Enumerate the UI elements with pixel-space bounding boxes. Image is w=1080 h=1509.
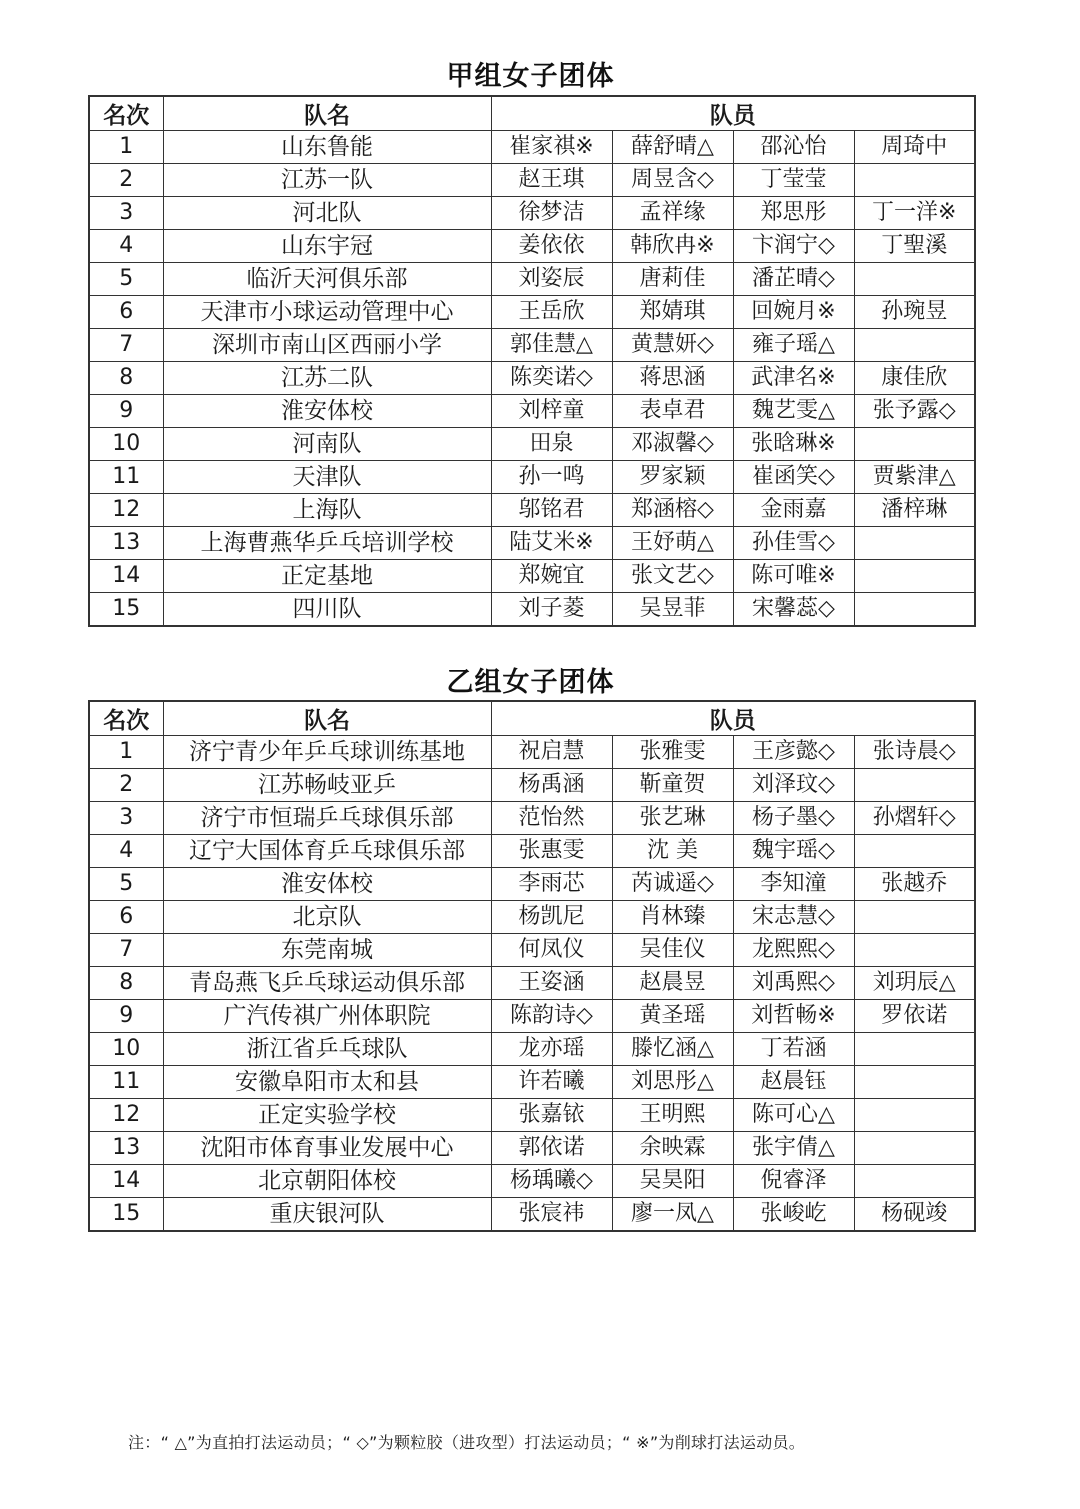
player-cell: 王明熙	[612, 1099, 733, 1132]
player-cell: 宋志慧◇	[733, 901, 854, 934]
player-cell: 杨砚竣	[854, 1198, 975, 1232]
player-cell: 罗家颖	[612, 461, 733, 494]
player-cell	[854, 560, 975, 593]
player-cell: 黄圣瑶	[612, 1000, 733, 1033]
rank-cell: 15	[89, 593, 163, 627]
player-cell: 孙佳雪◇	[733, 527, 854, 560]
rank-cell: 9	[89, 395, 163, 428]
table-row	[89, 1099, 975, 1132]
player-cell: 姜依依	[491, 230, 612, 263]
player-cell: 陈可心△	[733, 1099, 854, 1132]
player-cell: 金雨嘉	[733, 494, 854, 527]
player-cell: 张宇倩△	[733, 1132, 854, 1165]
player-cell: 吴昊阳	[612, 1165, 733, 1198]
player-cell: 孙熠轩◇	[854, 802, 975, 835]
player-cell: 滕忆涵△	[612, 1033, 733, 1066]
player-cell: 魏艺雯△	[733, 395, 854, 428]
team-name-cell: 河南队	[163, 428, 491, 461]
header-team: 队名	[163, 701, 491, 736]
rank-cell: 10	[89, 1033, 163, 1066]
player-cell: 丁一洋※	[854, 197, 975, 230]
player-cell: 张雅雯	[612, 736, 733, 769]
player-cell: 张峻屹	[733, 1198, 854, 1232]
rank-cell: 13	[89, 527, 163, 560]
table-row	[89, 1033, 975, 1066]
player-cell	[854, 1066, 975, 1099]
rank-cell: 6	[89, 901, 163, 934]
header-rank: 名次	[89, 701, 163, 736]
player-cell: 张诗晨◇	[854, 736, 975, 769]
player-cell	[854, 769, 975, 802]
player-cell: 陆艾米※	[491, 527, 612, 560]
player-cell: 武津名※	[733, 362, 854, 395]
player-cell: 张予露◇	[854, 395, 975, 428]
player-cell: 邵沁怡	[733, 131, 854, 164]
player-cell	[854, 835, 975, 868]
player-cell: 郑婉宜	[491, 560, 612, 593]
table-row	[89, 1066, 975, 1099]
table-row	[89, 736, 975, 769]
rank-cell: 14	[89, 1165, 163, 1198]
player-cell: 黄慧妍◇	[612, 329, 733, 362]
team-name-cell: 江苏二队	[163, 362, 491, 395]
player-cell: 杨瑀曦◇	[491, 1165, 612, 1198]
player-cell: 刘姿辰	[491, 263, 612, 296]
team-name-cell: 正定基地	[163, 560, 491, 593]
player-cell: 余映霖	[612, 1132, 733, 1165]
player-cell: 丁莹莹	[733, 164, 854, 197]
table-row	[89, 296, 975, 329]
player-cell: 张越乔	[854, 868, 975, 901]
rank-cell: 2	[89, 769, 163, 802]
table-row	[89, 593, 975, 627]
team-name-cell: 正定实验学校	[163, 1099, 491, 1132]
table-row	[89, 934, 975, 967]
team-name-cell: 浙江省乒乓球队	[163, 1033, 491, 1066]
player-cell: 杨子墨◇	[733, 802, 854, 835]
player-cell	[854, 329, 975, 362]
header-players: 队员	[491, 701, 975, 736]
team-name-cell: 东莞南城	[163, 934, 491, 967]
player-cell: 王岳欣	[491, 296, 612, 329]
player-cell: 周琦中	[854, 131, 975, 164]
player-cell: 回婉月※	[733, 296, 854, 329]
table-row	[89, 527, 975, 560]
player-cell	[854, 1033, 975, 1066]
player-cell: 廖一凤△	[612, 1198, 733, 1232]
table-row	[89, 131, 975, 164]
player-cell: 祝启慧	[491, 736, 612, 769]
rank-cell: 3	[89, 197, 163, 230]
table-row	[89, 263, 975, 296]
player-cell: 李知潼	[733, 868, 854, 901]
player-cell: 田泉	[491, 428, 612, 461]
table-body-group-a	[89, 131, 975, 627]
team-name-cell: 江苏一队	[163, 164, 491, 197]
team-name-cell: 北京朝阳体校	[163, 1165, 491, 1198]
rank-cell: 4	[89, 230, 163, 263]
player-cell	[854, 164, 975, 197]
player-cell: 孙琬昱	[854, 296, 975, 329]
player-cell: 崔函笑◇	[733, 461, 854, 494]
player-cell: 陈可唯※	[733, 560, 854, 593]
footnote-legend: 注：“ △”为直拍打法运动员；“ ◇”为颗粒胶（进攻型）打法运动员；“ ※”为削球打法运动员。	[128, 1433, 806, 1452]
player-cell: 李雨芯	[491, 868, 612, 901]
rank-cell: 7	[89, 934, 163, 967]
table-row	[89, 329, 975, 362]
table-row	[89, 428, 975, 461]
team-name-cell: 四川队	[163, 593, 491, 627]
table-row	[89, 197, 975, 230]
table-row	[89, 461, 975, 494]
table-row	[89, 560, 975, 593]
team-name-cell: 天津市小球运动管理中心	[163, 296, 491, 329]
player-cell	[854, 1165, 975, 1198]
header-players: 队员	[491, 96, 975, 131]
player-cell: 罗依诺	[854, 1000, 975, 1033]
team-name-cell: 青岛燕飞乒乓球运动俱乐部	[163, 967, 491, 1000]
rank-cell: 3	[89, 802, 163, 835]
player-cell: 许若曦	[491, 1066, 612, 1099]
team-name-cell: 安徽阜阳市太和县	[163, 1066, 491, 1099]
player-cell: 丁聖溪	[854, 230, 975, 263]
player-cell: 韩欣冉※	[612, 230, 733, 263]
player-cell: 沈 美	[612, 835, 733, 868]
player-cell: 张嘉铱	[491, 1099, 612, 1132]
player-cell: 靳童贺	[612, 769, 733, 802]
team-name-cell: 山东宇冠	[163, 230, 491, 263]
header-team: 队名	[163, 96, 491, 131]
team-name-cell: 河北队	[163, 197, 491, 230]
rank-cell: 11	[89, 461, 163, 494]
player-cell: 薛舒晴△	[612, 131, 733, 164]
player-cell: 倪睿泽	[733, 1165, 854, 1198]
team-name-cell: 上海队	[163, 494, 491, 527]
player-cell: 郭依诺	[491, 1132, 612, 1165]
player-cell: 邬铭君	[491, 494, 612, 527]
player-cell: 郑涵榕◇	[612, 494, 733, 527]
player-cell: 郭佳慧△	[491, 329, 612, 362]
team-name-cell: 广汽传祺广州体职院	[163, 1000, 491, 1033]
player-cell: 郑婧琪	[612, 296, 733, 329]
rank-cell: 1	[89, 131, 163, 164]
table-row	[89, 395, 975, 428]
table-row	[89, 362, 975, 395]
team-name-cell: 淮安体校	[163, 868, 491, 901]
table-row	[89, 230, 975, 263]
team-name-cell: 江苏畅岐亚乒	[163, 769, 491, 802]
header-rank: 名次	[89, 96, 163, 131]
player-cell: 陈韵诗◇	[491, 1000, 612, 1033]
rank-cell: 14	[89, 560, 163, 593]
rank-cell: 5	[89, 263, 163, 296]
roster-table-group-a	[88, 95, 976, 627]
player-cell: 康佳欣	[854, 362, 975, 395]
rank-cell: 5	[89, 868, 163, 901]
rank-cell: 8	[89, 362, 163, 395]
player-cell: 刘思彤△	[612, 1066, 733, 1099]
rank-cell: 12	[89, 494, 163, 527]
player-cell: 卞润宁◇	[733, 230, 854, 263]
player-cell: 杨凯尼	[491, 901, 612, 934]
player-cell: 刘子菱	[491, 593, 612, 627]
rank-cell: 15	[89, 1198, 163, 1232]
rank-cell: 13	[89, 1132, 163, 1165]
table-row	[89, 901, 975, 934]
table-row	[89, 967, 975, 1000]
player-cell: 范怡然	[491, 802, 612, 835]
player-cell: 吴昱菲	[612, 593, 733, 627]
player-cell: 邓淑馨◇	[612, 428, 733, 461]
table-row	[89, 802, 975, 835]
player-cell	[854, 1099, 975, 1132]
player-cell: 徐梦洁	[491, 197, 612, 230]
player-cell: 吴佳仪	[612, 934, 733, 967]
player-cell: 潘梓琳	[854, 494, 975, 527]
player-cell: 孟祥缘	[612, 197, 733, 230]
table-body-group-b	[89, 736, 975, 1232]
table-row	[89, 164, 975, 197]
player-cell: 魏宇瑶◇	[733, 835, 854, 868]
player-cell: 刘泽玟◇	[733, 769, 854, 802]
player-cell	[854, 527, 975, 560]
player-cell: 赵王琪	[491, 164, 612, 197]
rank-cell: 7	[89, 329, 163, 362]
team-name-cell: 临沂天河俱乐部	[163, 263, 491, 296]
section-title-group-b: 乙组女子团体	[446, 667, 615, 698]
player-cell: 杨禹涵	[491, 769, 612, 802]
player-cell: 王妤萌△	[612, 527, 733, 560]
rank-cell: 4	[89, 835, 163, 868]
player-cell: 赵晨钰	[733, 1066, 854, 1099]
rank-cell: 6	[89, 296, 163, 329]
player-cell: 雍子瑶△	[733, 329, 854, 362]
table-row	[89, 868, 975, 901]
player-cell: 表卓君	[612, 395, 733, 428]
player-cell: 周昱含◇	[612, 164, 733, 197]
team-name-cell: 辽宁大国体育乒乓球俱乐部	[163, 835, 491, 868]
player-cell	[854, 934, 975, 967]
rank-cell: 12	[89, 1099, 163, 1132]
rank-cell: 8	[89, 967, 163, 1000]
team-name-cell: 济宁市恒瑞乒乓球俱乐部	[163, 802, 491, 835]
player-cell: 龙熙熙◇	[733, 934, 854, 967]
team-name-cell: 山东鲁能	[163, 131, 491, 164]
rank-cell: 9	[89, 1000, 163, 1033]
player-cell: 贾紫津△	[854, 461, 975, 494]
table-row	[89, 1000, 975, 1033]
player-cell: 张晗琳※	[733, 428, 854, 461]
team-name-cell: 天津队	[163, 461, 491, 494]
player-cell: 丁若涵	[733, 1033, 854, 1066]
player-cell: 张文艺◇	[612, 560, 733, 593]
player-cell	[854, 1132, 975, 1165]
team-name-cell: 重庆银河队	[163, 1198, 491, 1232]
table-row	[89, 494, 975, 527]
rank-cell: 2	[89, 164, 163, 197]
player-cell: 孙一鸣	[491, 461, 612, 494]
player-cell: 张惠雯	[491, 835, 612, 868]
player-cell: 唐莉佳	[612, 263, 733, 296]
player-cell: 崔家祺※	[491, 131, 612, 164]
roster-table-group-b	[88, 700, 976, 1232]
rank-cell: 10	[89, 428, 163, 461]
player-cell: 王彦懿◇	[733, 736, 854, 769]
team-name-cell: 沈阳市体育事业发展中心	[163, 1132, 491, 1165]
player-cell: 郑思彤	[733, 197, 854, 230]
rank-cell: 11	[89, 1066, 163, 1099]
team-name-cell: 淮安体校	[163, 395, 491, 428]
player-cell: 赵晨昱	[612, 967, 733, 1000]
player-cell	[854, 428, 975, 461]
player-cell: 刘玥辰△	[854, 967, 975, 1000]
player-cell	[854, 593, 975, 627]
player-cell: 刘哲畅※	[733, 1000, 854, 1033]
section-title-group-a: 甲组女子团体	[446, 61, 615, 92]
team-name-cell: 北京队	[163, 901, 491, 934]
team-name-cell: 济宁青少年乒乓球训练基地	[163, 736, 491, 769]
player-cell	[854, 263, 975, 296]
player-cell: 蒋思涵	[612, 362, 733, 395]
player-cell: 龙亦瑶	[491, 1033, 612, 1066]
player-cell: 王姿涵	[491, 967, 612, 1000]
table-row	[89, 1132, 975, 1165]
table-row	[89, 1198, 975, 1232]
team-name-cell: 深圳市南山区西丽小学	[163, 329, 491, 362]
player-cell: 宋馨蕊◇	[733, 593, 854, 627]
player-cell: 张艺琳	[612, 802, 733, 835]
table-header-row	[89, 701, 975, 736]
player-cell: 刘梓童	[491, 395, 612, 428]
player-cell: 芮诚遥◇	[612, 868, 733, 901]
table-row	[89, 835, 975, 868]
player-cell: 陈奕诺◇	[491, 362, 612, 395]
team-name-cell: 上海曹燕华乒乓培训学校	[163, 527, 491, 560]
player-cell: 张宸祎	[491, 1198, 612, 1232]
table-row	[89, 769, 975, 802]
player-cell	[854, 901, 975, 934]
player-cell: 何凤仪	[491, 934, 612, 967]
player-cell: 肖林臻	[612, 901, 733, 934]
rank-cell: 1	[89, 736, 163, 769]
table-header-row	[89, 96, 975, 131]
table-row	[89, 1165, 975, 1198]
player-cell: 刘禹熙◇	[733, 967, 854, 1000]
player-cell: 潘芷晴◇	[733, 263, 854, 296]
